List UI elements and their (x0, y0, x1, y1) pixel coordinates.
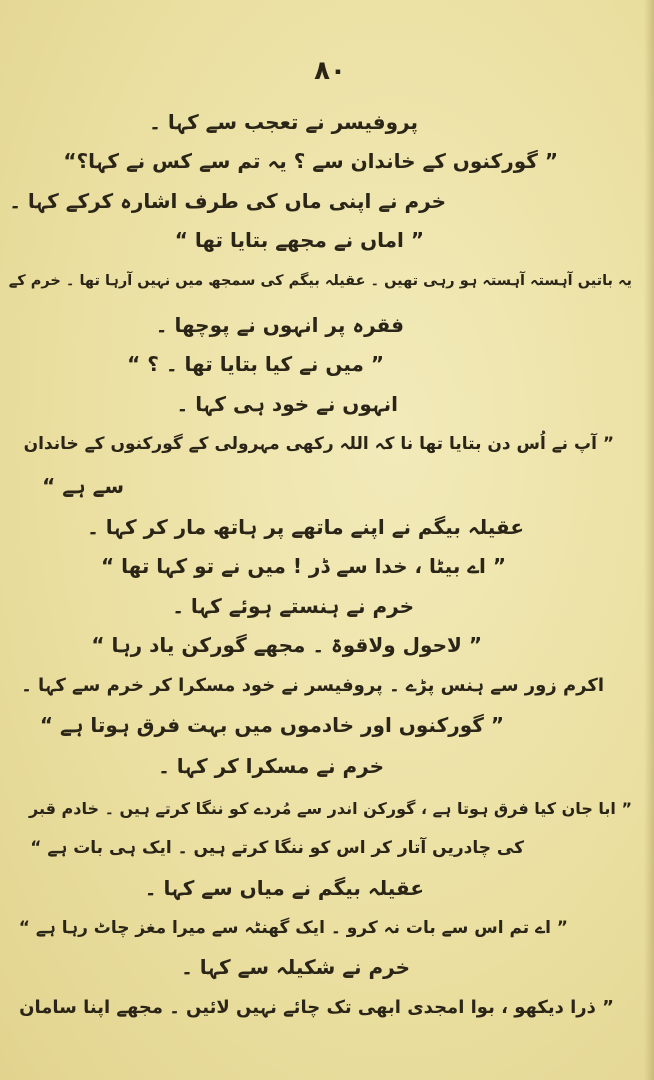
text-line: انہوں نے خود ہی کہا ۔ (176, 392, 398, 416)
text-line: یہ باتیں آہستہ آہستہ ہو رہی تھیں ۔ عقیلہ بیگم کی سمجھ میں نہیں آرہا تھا ۔ خرم کے (8, 273, 632, 289)
text-line: ” ذرا دیکھو ، بوا امجدی ابھی تک چائے نہیں لائیں ۔ مجھے اپنا سامان (19, 997, 614, 1018)
text-line: ” اماں نے مجھے بتایا تھا “ (174, 228, 424, 252)
text-line: خرم نے ہنستے ہوئے کہا ۔ (172, 594, 414, 618)
text-line: پروفیسر نے تعجب سے کہا ۔ (149, 110, 418, 134)
text-line: ” میں نے کیا بتایا تھا ۔ ؟ “ (127, 352, 384, 376)
text-line: کی چادریں آتار کر اس کو ننگا کرتے ہیں ۔ ایک ہی بات ہے “ (30, 838, 524, 858)
text-line: خرم نے اپنی ماں کی طرف اشارہ کرکے کہا ۔ (9, 189, 446, 213)
text-line: ” گورکنوں کے خاندان سے ؟ یہ تم سے کس نے کہا؟“ (63, 149, 558, 173)
text-line: ” آپ نے اُس دن بتایا تھا نا کہ اللہ رکھی مہرولی کے گورکنوں کے خاندان (23, 434, 614, 454)
text-line: خرم نے شکیلہ سے کہا ۔ (181, 955, 410, 979)
text-line: ” اے بیٹا ، خدا سے ڈر ! میں نے تو کہا تھا “ (101, 554, 506, 578)
text-line: ” ابا جان کیا فرق ہوتا ہے ، گورکن اندر سے مُردے کو ننگا کرتے ہیں ۔ خادم قبر (29, 799, 632, 818)
text-line: ” گورکنوں اور خادموں میں بہت فرق ہوتا ہے “ (39, 713, 504, 737)
text-line: فقرہ پر انہوں نے پوچھا ۔ (155, 313, 404, 337)
text-line: عقیلہ بیگم نے میاں سے کہا ۔ (144, 876, 424, 900)
page-edge-shadow (644, 0, 654, 1080)
text-line: عقیلہ بیگم نے اپنے ماتھے پر ہاتھ مار کر کہا ۔ (87, 515, 524, 539)
text-line: سے ہے “ (42, 474, 124, 498)
text-line: اکرم زور سے ہنس پڑے ۔ پروفیسر نے خود مسکرا کر خرم سے کہا ۔ (21, 675, 604, 696)
text-line: خرم نے مسکرا کر کہا ۔ (158, 754, 384, 778)
page-number: ۸۰ (314, 56, 346, 86)
text-line: ” اے تم اس سے بات نہ کرو ۔ ایک گھنٹہ سے میرا مغز چاٹ رہا ہے “ (18, 918, 568, 938)
text-line: ” لاحول ولاقوۃ ۔ مجھے گورکن یاد رہا “ (91, 633, 482, 657)
